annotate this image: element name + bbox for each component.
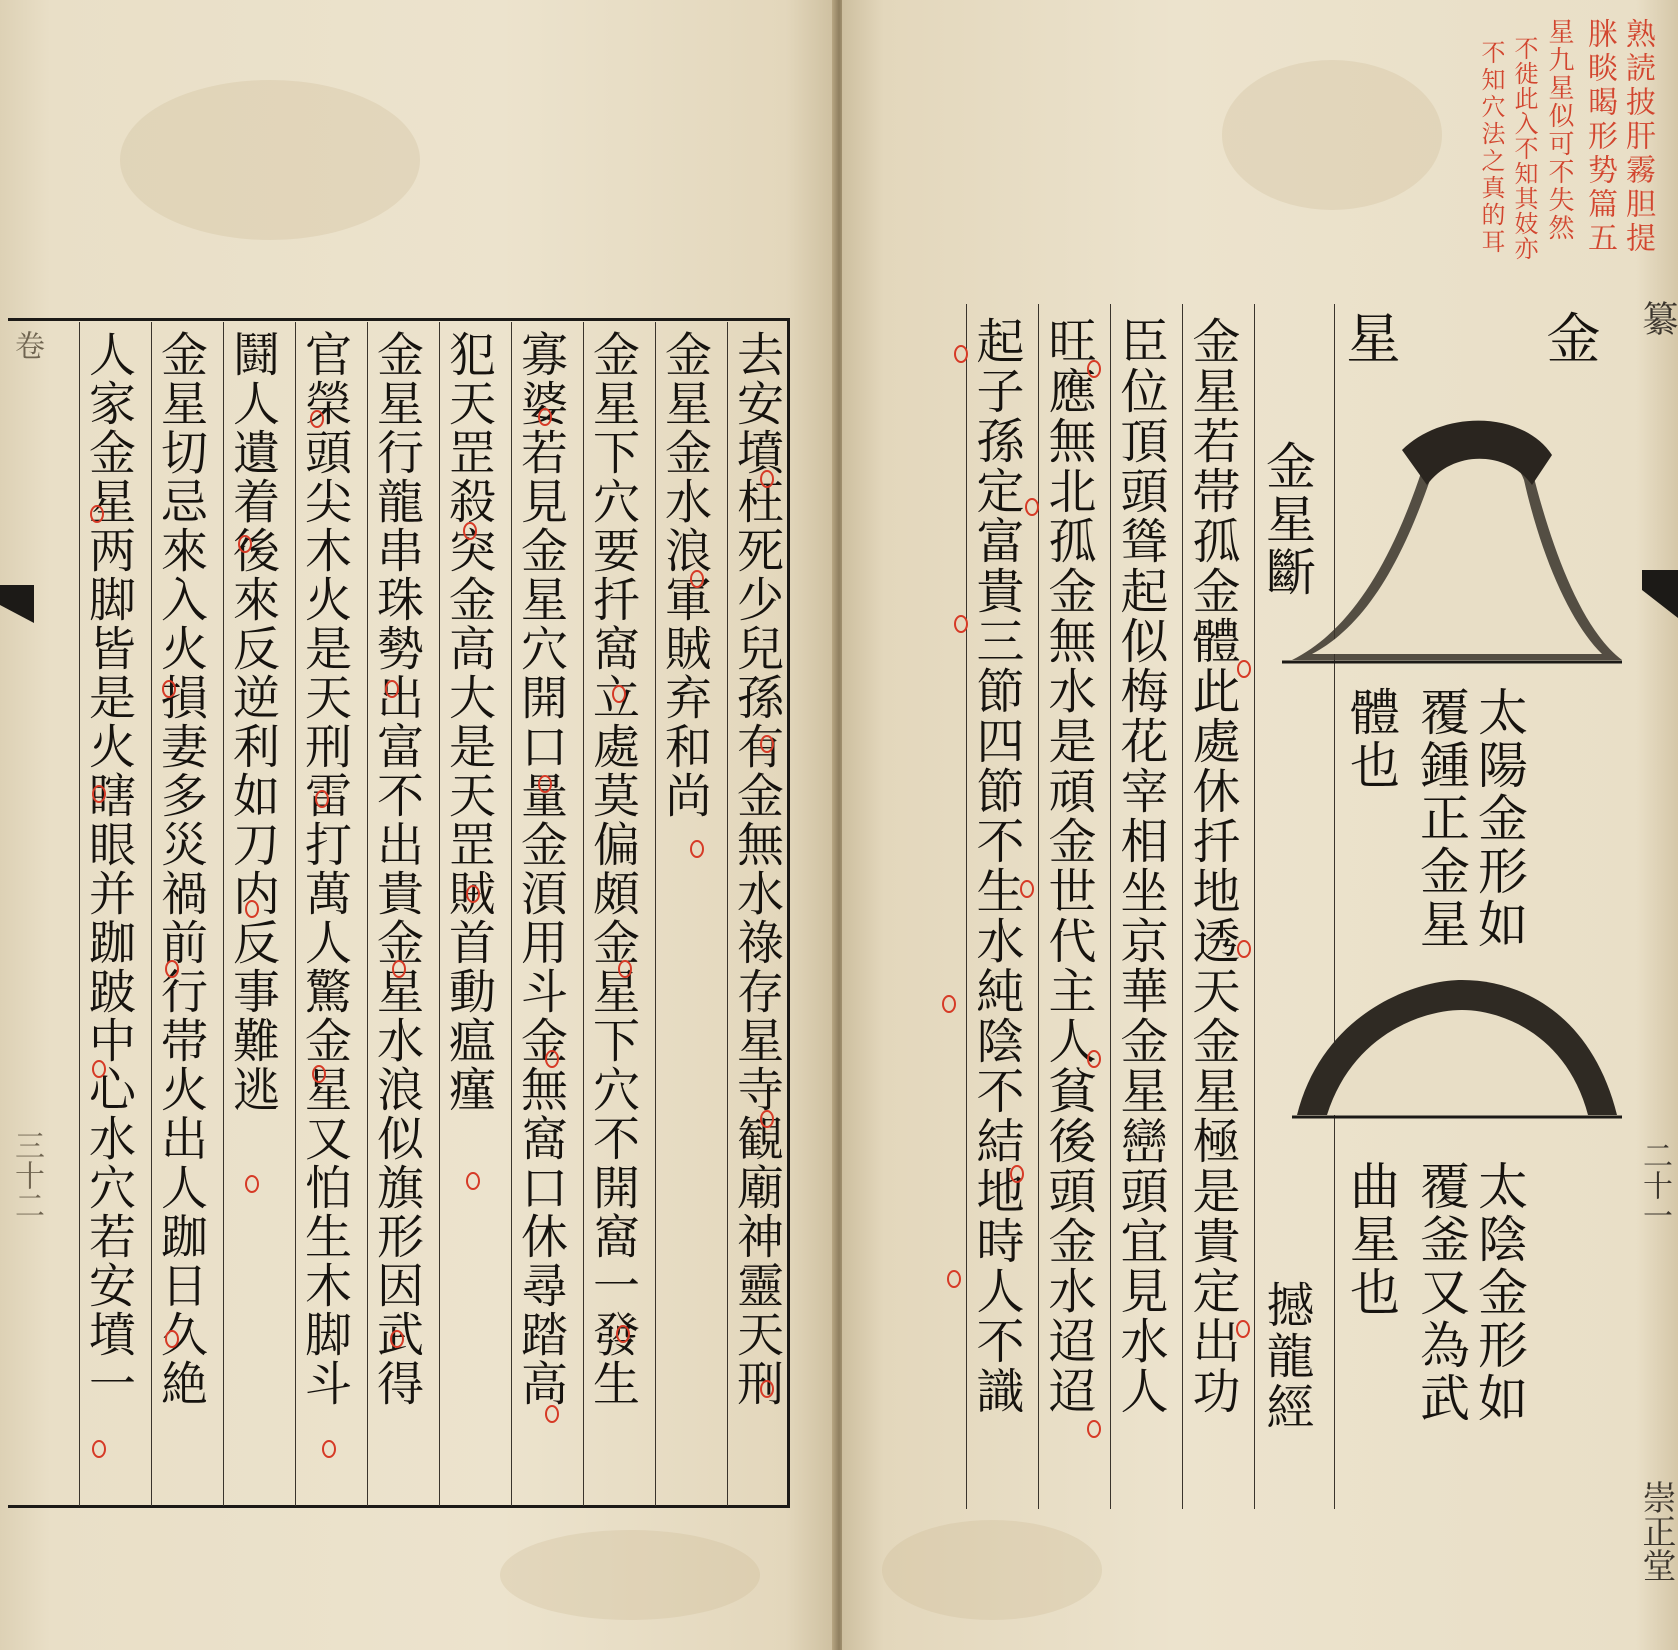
text-column: 寡婆若見金星穴開口量金湏用斗金無窩口休尋踏高 <box>513 330 568 1408</box>
paper-stain <box>1222 60 1442 210</box>
red-punctuation-mark <box>1020 880 1034 898</box>
red-punctuation-mark <box>947 1270 961 1288</box>
red-punctuation-mark <box>612 685 626 703</box>
diagram-caption: 覆鍾正金星 <box>1412 686 1470 951</box>
diagram-caption: 體也 <box>1342 686 1400 792</box>
text-column: 鬪人遺着後來反逆利如刀内反事難逃 <box>225 330 280 1114</box>
diagram-caption: 太陰金形如 <box>1470 1160 1528 1425</box>
diagram-caption: 太陽金形如 <box>1470 686 1528 951</box>
margin-title: 纂 <box>1637 300 1678 336</box>
left-page <box>0 0 836 1650</box>
column-rule <box>655 322 656 1506</box>
red-annotation: 不知穴法之真的耳 <box>1477 40 1505 256</box>
column-rule <box>1254 304 1255 1509</box>
column-rule <box>1038 304 1039 1509</box>
red-punctuation-mark <box>1025 498 1039 516</box>
text-column: 旺應無北孤金無水是頑金世代主人貧後頭金水迢迢 <box>1040 316 1096 1416</box>
red-punctuation-mark <box>616 1325 630 1343</box>
margin-folio: 三十二 <box>9 1130 44 1220</box>
red-punctuation-mark <box>463 522 477 540</box>
diagram-title-gold: 金 <box>1538 310 1601 367</box>
margin-title: 卷 <box>9 330 44 360</box>
red-punctuation-mark <box>245 1175 259 1193</box>
column-rule <box>151 322 152 1506</box>
red-annotation: 不徙此入不知其妓亦 <box>1510 36 1538 261</box>
red-punctuation-mark <box>312 1065 326 1083</box>
text-column: 去安墳枉死少兒孫有金無水祿存星寺観廟神靈天刑 <box>729 330 784 1408</box>
red-punctuation-mark <box>322 1440 336 1458</box>
red-punctuation-mark <box>1237 940 1251 958</box>
section-title: 金星斷 <box>1258 440 1316 599</box>
red-punctuation-mark <box>390 1330 404 1348</box>
red-punctuation-mark <box>92 1060 106 1078</box>
red-punctuation-mark <box>315 790 329 808</box>
red-punctuation-mark <box>245 900 259 918</box>
margin-publisher: 崇正堂 <box>1636 1480 1676 1582</box>
diagram-caption: 曲星也 <box>1342 1160 1400 1319</box>
column-rule <box>223 322 224 1506</box>
red-punctuation-mark <box>392 960 406 978</box>
red-punctuation-mark <box>545 1405 559 1423</box>
red-punctuation-mark <box>954 615 968 633</box>
red-punctuation-mark <box>1087 1420 1101 1438</box>
text-column: 金星若帯孤金體此處休扦地透天金星極是貴定出功 <box>1184 316 1240 1416</box>
text-column: 臣位頂頭聳起似梅花宰相坐京華金星巒頭宜見水人 <box>1112 316 1168 1416</box>
red-punctuation-mark <box>538 775 552 793</box>
red-annotation: 星九星似可不失然 <box>1544 18 1574 242</box>
red-punctuation-mark <box>165 1330 179 1348</box>
red-punctuation-mark <box>618 960 632 978</box>
paper-stain <box>120 80 420 240</box>
red-punctuation-mark <box>310 410 324 428</box>
taiyin-gold-mountain-diagram <box>1292 975 1622 1125</box>
text-column: 金星下穴要扦窩立處莫偏頗金星下穴不開窩一發生 <box>585 330 640 1408</box>
source-title: 撼龍經 <box>1258 1280 1314 1433</box>
red-punctuation-mark <box>1236 1320 1250 1338</box>
red-punctuation-mark <box>92 1440 106 1458</box>
margin-folio: 二十一 <box>1637 1140 1672 1230</box>
column-rule <box>727 322 728 1506</box>
paper-stain <box>882 1520 1102 1620</box>
column-rule <box>1182 304 1183 1509</box>
column-rule <box>295 322 296 1506</box>
red-annotation: 熟読披肝霧胆提 <box>1620 18 1655 256</box>
taiyang-gold-mountain-diagram <box>1282 410 1622 670</box>
text-column: 金星行龍串珠勢出富不出貴金星水浪似旗形因武得 <box>369 330 424 1408</box>
fishtail-mark <box>1642 570 1678 620</box>
red-punctuation-mark <box>1087 1050 1101 1068</box>
red-punctuation-mark <box>385 680 399 698</box>
red-annotation: 脒睒暍形势篇五 <box>1582 18 1617 256</box>
red-punctuation-mark <box>538 408 552 426</box>
column-rule <box>966 304 967 1509</box>
red-punctuation-mark <box>760 735 774 753</box>
fishtail-mark <box>0 585 36 625</box>
red-punctuation-mark <box>92 785 106 803</box>
red-punctuation-mark <box>760 470 774 488</box>
column-rule <box>79 322 80 1506</box>
red-punctuation-mark <box>90 505 104 523</box>
text-column: 起子孫定富貴三節四節不生水純陰不結地時人不識 <box>968 316 1024 1416</box>
red-punctuation-mark <box>1010 1165 1024 1183</box>
diagram-title-star: 星 <box>1338 310 1401 367</box>
column-rule <box>367 322 368 1506</box>
column-rule <box>1110 304 1111 1509</box>
red-punctuation-mark <box>238 535 252 553</box>
text-column: 金星金水浪軍賊弃和尚 <box>657 330 712 820</box>
text-column: 官榮頭尖木火是天刑雷打萬人驚金星又怕生木脚斗 <box>297 330 352 1408</box>
red-punctuation-mark <box>545 1050 559 1068</box>
red-punctuation-mark <box>954 345 968 363</box>
text-column: 犯天罡殺突金高大是天罡賊首動瘟瘽 <box>441 330 496 1114</box>
column-rule <box>511 322 512 1506</box>
red-punctuation-mark <box>466 885 480 903</box>
right-page <box>842 0 1678 1650</box>
red-punctuation-mark <box>760 1380 774 1398</box>
red-punctuation-mark <box>690 570 704 588</box>
column-rule <box>583 322 584 1506</box>
text-column: 金星切忌來入火損妻多災禍前行帯火出人跏日久絶 <box>153 330 208 1408</box>
red-punctuation-mark <box>690 840 704 858</box>
diagram-caption: 覆釜又為武 <box>1412 1160 1470 1425</box>
text-column: 人家金星两脚皆是火瞎眼并跏跛中心水穴若安墳一 <box>81 330 136 1408</box>
red-punctuation-mark <box>466 1172 480 1190</box>
paper-stain <box>500 1530 760 1620</box>
red-punctuation-mark <box>1087 360 1101 378</box>
red-punctuation-mark <box>942 995 956 1013</box>
red-punctuation-mark <box>162 680 176 698</box>
column-rule <box>439 322 440 1506</box>
red-punctuation-mark <box>760 1110 774 1128</box>
red-punctuation-mark <box>1237 660 1251 678</box>
red-punctuation-mark <box>165 960 179 978</box>
